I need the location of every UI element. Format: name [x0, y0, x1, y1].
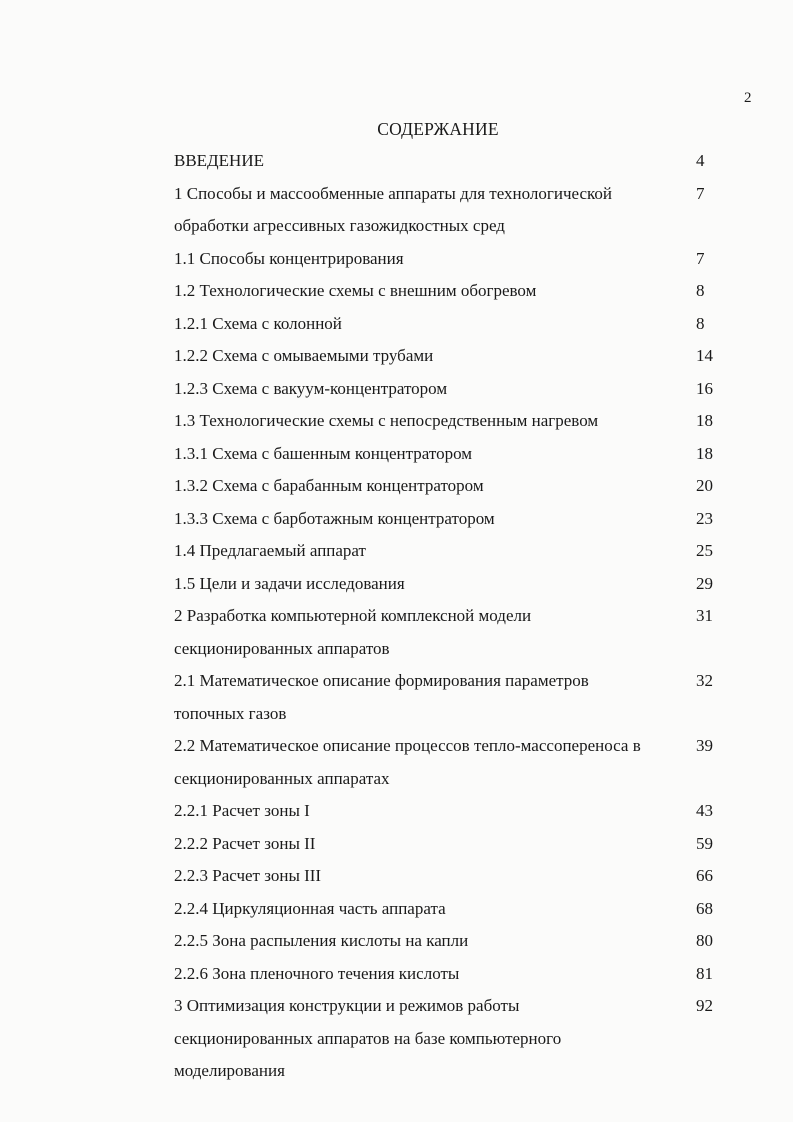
toc-page-number: 25: [696, 541, 713, 560]
toc-entry-text: 1.4 Предлагаемый аппарат: [174, 541, 366, 560]
toc-entry-text: 1.5 Цели и задачи исследования: [174, 573, 405, 593]
toc-entry: [174, 473, 734, 506]
toc-page-number: 23: [696, 508, 713, 528]
toc-entry-text: 1.2.1 Схема с колонной: [174, 313, 342, 333]
toc-entry: [174, 376, 734, 409]
toc-entry-text: 1.2 Технологические схемы с внешним обогревом: [174, 281, 537, 300]
toc-entry: [174, 538, 734, 571]
toc-entry: [174, 993, 734, 1091]
toc-page-number: 14: [696, 346, 713, 365]
toc-entry-text: 1.3.2 Схема с барабанным концентратором: [174, 476, 484, 495]
toc-page-number: 8: [696, 281, 705, 300]
toc-page-number: 29: [696, 573, 713, 593]
toc-page-number: 39: [696, 736, 713, 755]
toc-entry: [174, 733, 734, 798]
toc-entry-text: 3 Оптимизация конструкции и режимов работы: [174, 996, 520, 1015]
toc-entry: [174, 343, 734, 376]
toc-page-number: 92: [696, 996, 713, 1015]
toc-entry: [174, 831, 734, 864]
toc-entry: [174, 148, 734, 181]
toc-entry-text: топочных газов: [174, 703, 287, 723]
toc-entry: [174, 408, 734, 441]
toc-entry-text: 2.2.5 Зона распыления кислоты на капли: [174, 931, 469, 950]
toc-entry-text: 2.2.1 Расчет зоны I: [174, 801, 310, 820]
toc-page-number: 43: [696, 801, 713, 820]
toc-entry-text: 2.2.2 Расчет зоны II: [174, 833, 316, 853]
toc-entry: [174, 506, 734, 539]
toc-entry: [174, 278, 734, 311]
toc-page-number: 18: [696, 443, 713, 463]
toc-page-number: 8: [696, 313, 705, 333]
toc-entry: [174, 571, 734, 604]
toc-entry: [174, 603, 734, 668]
toc-entry-text: 2.2.3 Расчет зоны III: [174, 866, 322, 885]
toc-entry-text: ВВЕДЕНИЕ: [174, 151, 264, 170]
toc-entry-text: 1.2.3 Схема с вакуум-концентратором: [174, 378, 448, 398]
toc-page-number: 20: [696, 476, 713, 495]
toc-entry: [174, 311, 734, 344]
toc-page-number: 4: [696, 151, 705, 170]
toc-entry-text: 1.2.2 Схема с омываемыми трубами: [174, 346, 434, 365]
toc-entry-text: секционированных аппаратов: [174, 638, 390, 658]
toc-entry-text: 1.3.3 Схема с барботажным концентратором: [174, 508, 495, 528]
toc-entry: [174, 863, 734, 896]
toc-page-number: 81: [696, 963, 713, 983]
toc-entry-text: 2.1 Математическое описание формирования параметров: [174, 671, 589, 690]
toc-page-number: 32: [696, 671, 713, 690]
toc-entry-text: секционированных аппаратах: [174, 768, 390, 788]
toc-entry-text: 2.2.6 Зона пленочного течения кислоты: [174, 963, 460, 983]
toc-entry-text: 2 Разработка компьютерной комплексной модели: [174, 606, 532, 625]
toc-entry: [174, 896, 734, 929]
page-number: 2: [744, 90, 752, 106]
toc-entry-text: 1.1 Способы концентрирования: [174, 248, 404, 268]
toc-entry-text: моделирования: [174, 1061, 285, 1080]
toc-page-number: 68: [696, 898, 713, 918]
toc-page-number: 7: [696, 248, 705, 268]
toc-entry: [174, 928, 734, 961]
toc-entry-text: обработки агрессивных газожидкостных сред: [174, 216, 505, 235]
toc-page-number: 18: [696, 411, 713, 430]
toc-entry: [174, 441, 734, 474]
toc-entry-text: 2.2.4 Циркуляционная часть аппарата: [174, 898, 446, 918]
toc-entry-text: секционированных аппаратов на базе компьютерного: [174, 1028, 562, 1048]
toc-entry-text: 1 Способы и массообменные аппараты для технологической: [174, 183, 613, 203]
toc-entry: [174, 246, 734, 279]
toc-entry: [174, 798, 734, 831]
toc-entry-text: 1.3.1 Схема с башенным концентратором: [174, 443, 473, 463]
toc-entry: [174, 181, 734, 246]
toc-entry: [174, 961, 734, 994]
toc-entry-text: 2.2 Математическое описание процессов тепло-массопереноса в: [174, 736, 641, 755]
table-of-contents: [174, 148, 734, 1091]
toc-page-number: 59: [696, 833, 713, 853]
page-title: СОДЕРЖАНИЕ: [377, 119, 499, 139]
toc-entry: [174, 668, 734, 733]
toc-entry-text: 1.3 Технологические схемы с непосредственным нагревом: [174, 411, 599, 430]
toc-page-number: 31: [696, 606, 713, 625]
toc-page-number: 16: [696, 378, 713, 398]
toc-page-number: 7: [696, 183, 705, 203]
toc-page-number: 80: [696, 931, 713, 950]
toc-page-number: 66: [696, 866, 713, 885]
